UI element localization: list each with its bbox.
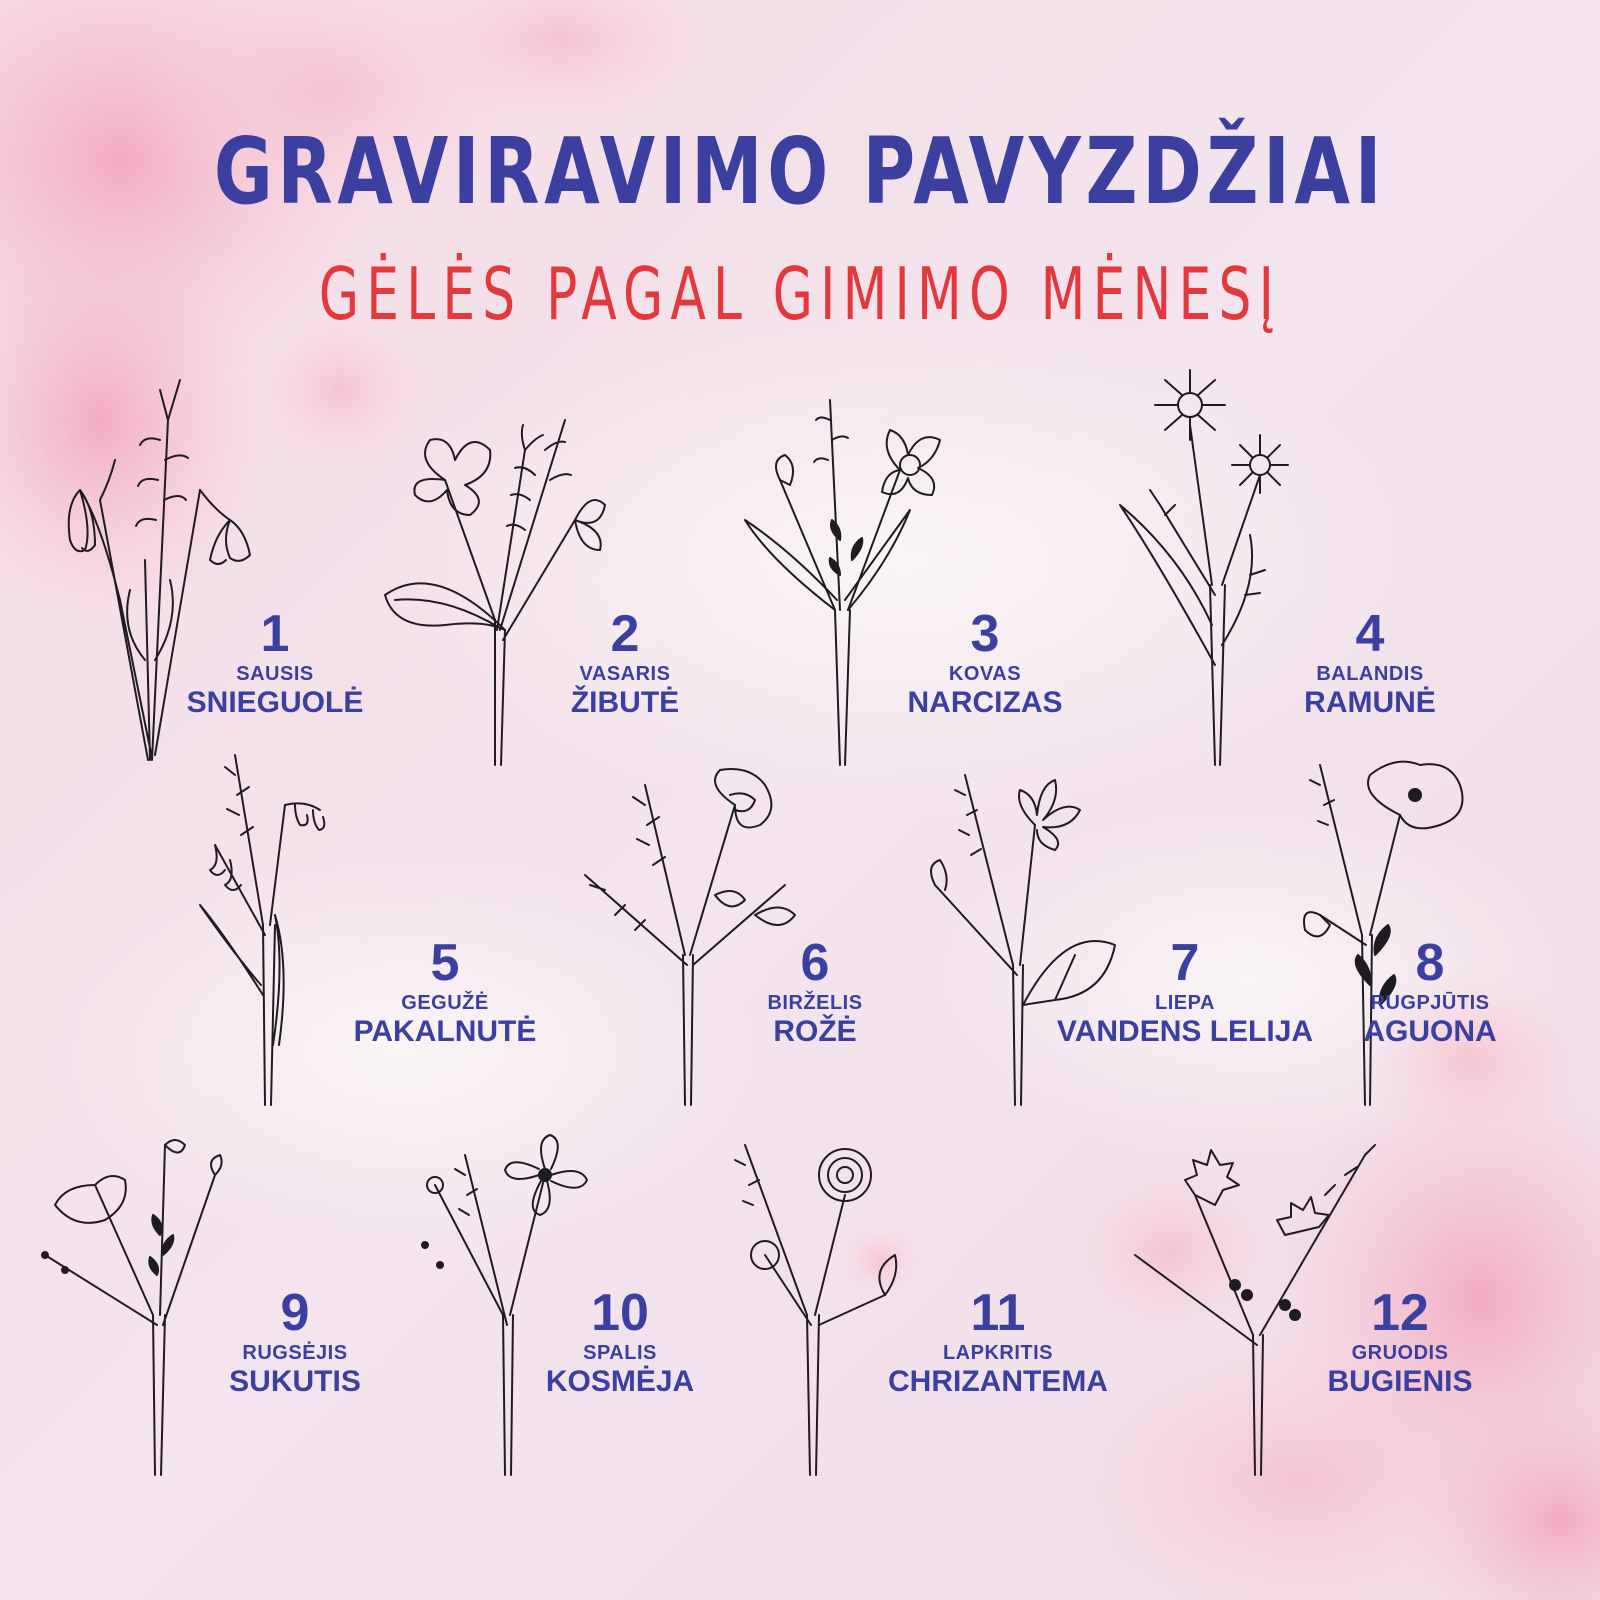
month-label-11 [848,1285,1148,1399]
flower-name: SNIEGUOLĖ [186,686,364,719]
flower-name: BUGIENIS [1327,1365,1473,1398]
flower-name: AGUONA [1363,1015,1497,1048]
month-name: GRUODIS [1351,1342,1449,1364]
month-label-8 [1335,935,1525,1049]
month-name: SPALIS [583,1342,657,1364]
month-name: RUGPJŪTIS [1370,992,1490,1014]
month-number: 5 [430,934,460,992]
page-title: GRAVIRAVIMO PAVYZDŽIAI [213,118,1387,225]
month-label-1 [125,606,425,720]
month-label-6 [665,935,965,1049]
flower-name: KOSMĖJA [545,1365,695,1398]
lily-of-the-valley-bouquet-icon [195,745,350,1110]
month-number: 12 [1371,1284,1429,1342]
flower-name: CHRIZANTEMA [888,1365,1108,1398]
page-subtitle: GĖLĖS PAGAL GIMIMO MĖNESĮ [318,252,1282,336]
month-name: LAPKRITIS [942,1342,1054,1364]
month-number: 8 [1415,934,1445,992]
month-label-2 [475,606,775,720]
month-label-9 [145,1285,445,1399]
flower-name: PAKALNUTĖ [353,1015,537,1048]
month-number: 1 [260,605,290,663]
month-number: 4 [1355,605,1385,663]
month-name: BIRŽELIS [767,992,863,1014]
flower-name: ROŽĖ [773,1015,857,1048]
flower-name: RAMUNĖ [1304,686,1436,719]
flower-name: SUKUTIS [229,1365,361,1398]
month-name: SAUSIS [236,663,314,685]
month-label-7 [1035,935,1335,1049]
month-name: LIEPA [1155,992,1215,1014]
month-number: 3 [970,605,1000,663]
month-number: 9 [280,1284,310,1342]
month-label-12 [1250,1285,1550,1399]
month-label-4 [1220,606,1520,720]
month-name: VASARIS [579,663,671,685]
month-name: GEGUŽĖ [401,992,489,1014]
flower-name: ŽIBUTĖ [570,686,680,719]
month-label-10 [470,1285,770,1399]
month-name: BALANDIS [1316,663,1424,685]
poppy-bouquet-icon [1300,755,1485,1110]
month-number: 6 [800,934,830,992]
month-label-5 [295,935,595,1049]
month-label-3 [835,606,1135,720]
month-number: 7 [1170,934,1200,992]
month-name: KOVAS [948,663,1022,685]
month-number: 11 [970,1284,1026,1342]
month-number: 10 [591,1284,649,1342]
flower-name: NARCIZAS [907,686,1063,719]
month-number: 2 [610,605,640,663]
month-name: RUGSĖJIS [242,1342,348,1364]
flower-name: VANDENS LELIJA [1056,1015,1314,1048]
